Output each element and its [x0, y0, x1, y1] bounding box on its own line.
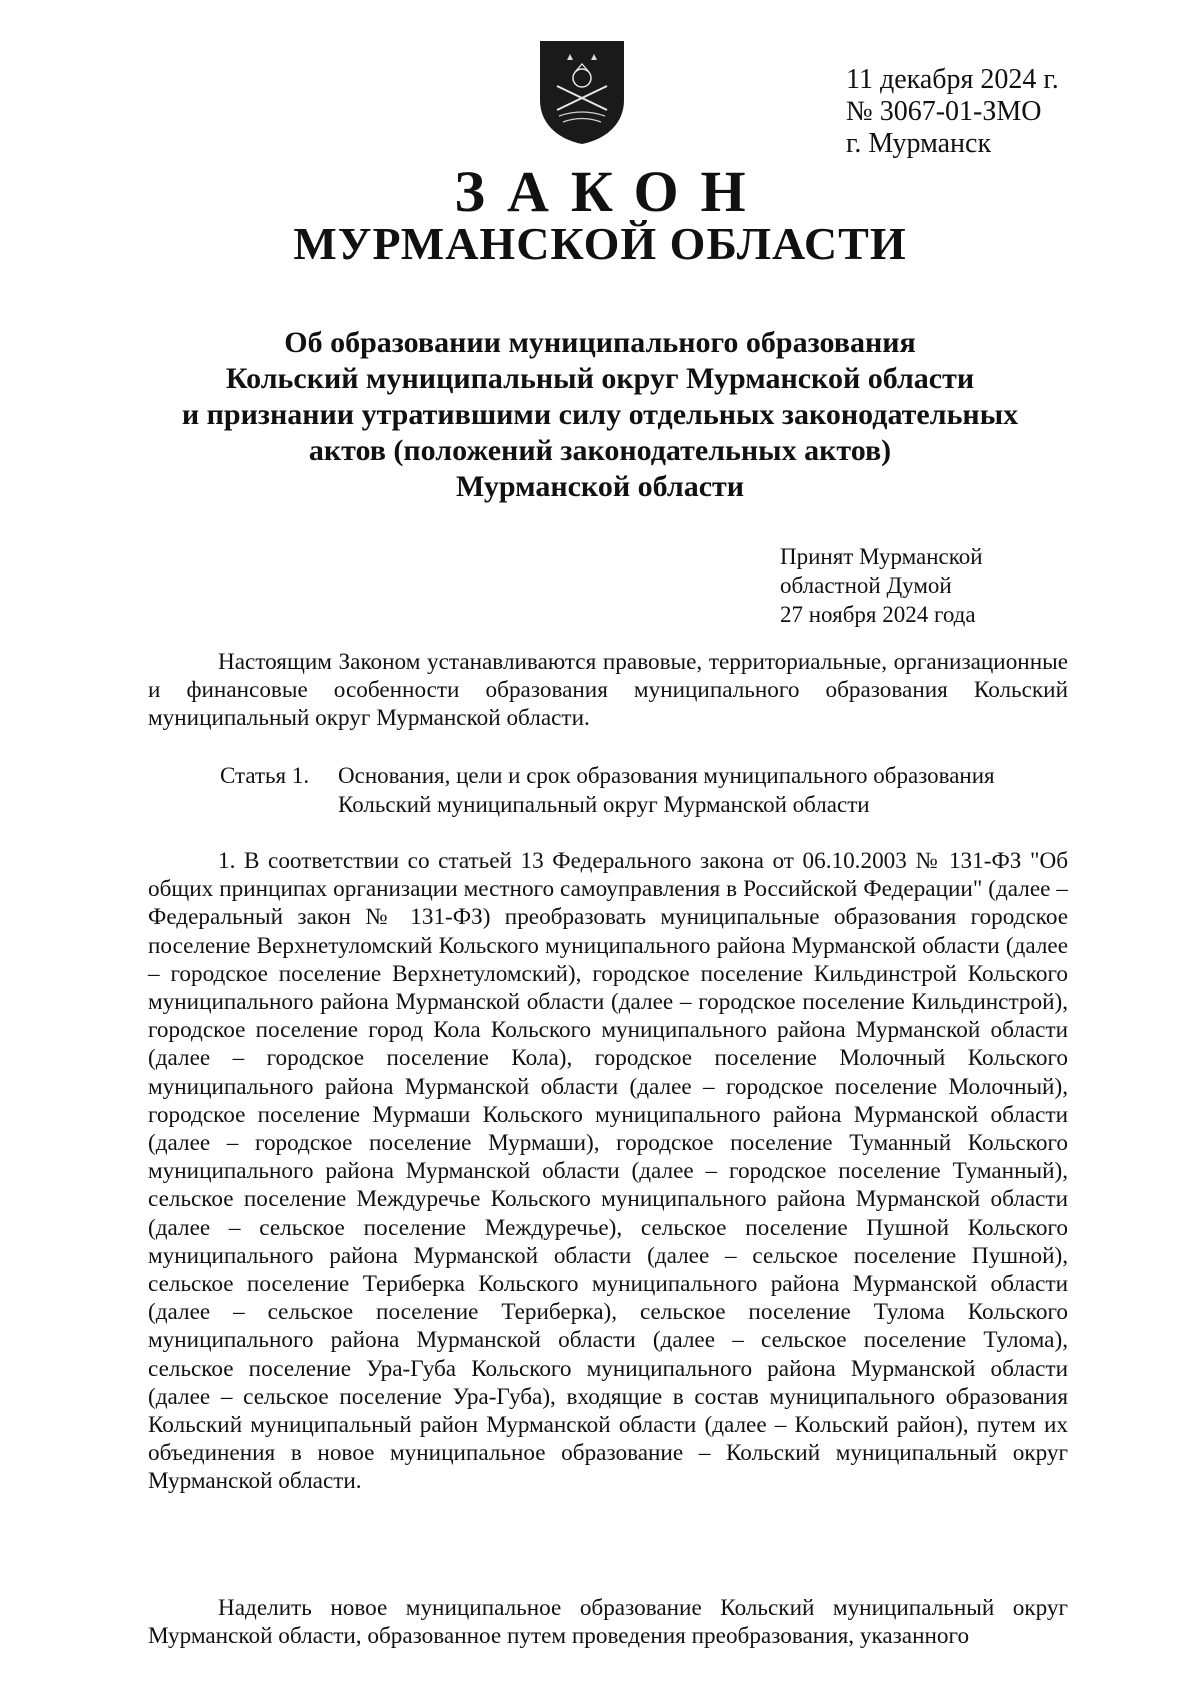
- paragraph-text: Наделить новое муниципальное образование Кольский муниципальный округ Мурманской области, образованное путем проведения преобразования, указанного: [148, 1595, 1068, 1650]
- article-heading: [220, 761, 1070, 819]
- document-number: № 3067-01-ЗМО: [846, 96, 1042, 127]
- title-line: Кольский муниципальный округ Мурманской области: [225, 362, 975, 395]
- adoption-line: 27 ноября 2024 года: [780, 602, 976, 627]
- title-line: Мурманской области: [455, 470, 745, 503]
- law-region-heading: МУРМАНСКОЙ ОБЛАСТИ: [293, 218, 907, 269]
- title-line: и признании утратившими силу отдельных законодательных: [181, 398, 1019, 431]
- adoption-note: [780, 542, 983, 629]
- article-number: Статья 1.: [220, 763, 310, 788]
- article-paragraph: [148, 847, 1068, 1496]
- title-line: Об образовании муниципального образования: [284, 326, 916, 359]
- document-title: [130, 325, 1070, 505]
- document-city: г. Мурманск: [846, 128, 992, 159]
- preamble: [148, 648, 1068, 733]
- preamble-text: Настоящим Законом устанавливаются правовые, территориальные, организационные и финансовые особенности образования муниципального образования Кольский муниципальный округ Мурманской области.: [148, 649, 1068, 732]
- murmansk-coat-of-arms-icon: [537, 38, 627, 146]
- law-heading: ЗАКОН: [454, 159, 768, 224]
- document-date: 11 декабря 2024 г.: [846, 64, 1059, 95]
- adoption-line: областной Думой: [780, 573, 952, 598]
- article-title: Основания, цели и срок образования муниципального образования Кольский муниципальный округ Мурманской области: [338, 763, 995, 817]
- title-line: актов (положений законодательных актов): [308, 434, 892, 467]
- document-meta: [846, 64, 1059, 160]
- article-paragraph: [148, 1594, 1068, 1650]
- paragraph-text: 1. В соответствии со статьей 13 Федерального закона от 06.10.2003 № 131-ФЗ "Об общих принципах организации местного самоуправления в Российской Федерации" (далее – Федеральный закон № 131-ФЗ) преобразовать муниципальные образования городское поселение Верхнетуломский Кольского муниципального района Мурманской области (далее – городское поселение Верхнетуломский), городское поселение Кильдинстрой Кольского муниципального района Мурманской области (далее – городское поселение Кильдинстрой), городское поселение город Кола Кольского муниципального района Мурманской области (далее – городское поселение Кола), городское поселение Молочный Кольского муниципального района Мурманской области (далее – городское поселение Молочный), городское поселение Мурмаши Кольского муниципального района Мурманской области (далее – городское поселение Мурмаши), городское поселение Туманный Кольского муниципального района Мурманской области (далее – городское поселение Туманный), сельское поселение Междуречье Кольского муниципального района Мурманской области (далее – сельское поселение Междуречье), сельское поселение Пушной Кольского муниципального района Мурманской области (далее – сельское поселение Пушной), сельское поселение Териберка Кольского муниципального района Мурманской области (далее – сельское поселение Териберка), сельское поселение Тулома Кольского муниципального района Мурманской области (далее – сельское поселение Тулома), сельское поселение Ура-Губа Кольского муниципального района Мурманской области (далее – сельское поселение Ура-Губа), входящие в состав муниципального образования Кольский муниципальный район Мурманской области (далее – Кольский район), путем их объединения в новое муниципальное образование – Кольский муниципальный округ Мурманской области.: [148, 848, 1068, 1495]
- adoption-line: Принят Мурманской: [780, 544, 983, 569]
